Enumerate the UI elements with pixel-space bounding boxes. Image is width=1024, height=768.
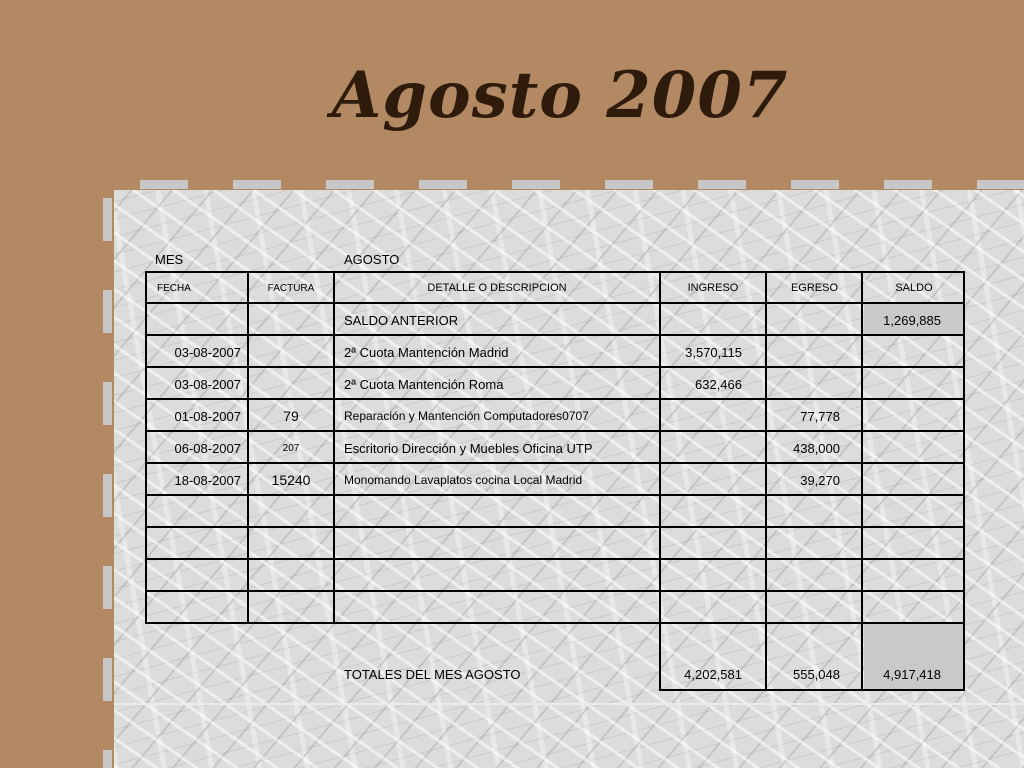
cell-fecha (147, 304, 241, 336)
totals-ingreso: 4,202,581 (684, 666, 742, 682)
cell-ingreso (660, 304, 742, 336)
totals-label: TOTALES DEL MES AGOSTO (344, 666, 521, 682)
totals-saldo: 4,917,418 (883, 666, 941, 682)
cell-detalle: Reparación y Mantención Computadores0707 (344, 409, 589, 423)
cell-egreso: 77,778 (800, 408, 840, 424)
grid-line (145, 398, 965, 400)
grid-line (861, 271, 863, 691)
cell-egreso (766, 368, 840, 400)
mes-value: AGOSTO (344, 251, 400, 267)
cell-factura (248, 304, 334, 336)
grid-line (145, 302, 965, 304)
cell-fecha: 01-08-2007 (174, 408, 241, 424)
grid-line (145, 462, 965, 464)
table-row (145, 496, 965, 528)
grid-line (145, 558, 965, 560)
cell-detalle: Escritorio Dirección y Muebles Oficina UTP (344, 440, 593, 456)
grid-line (145, 430, 965, 432)
grid-line (145, 271, 147, 624)
cell-saldo (863, 432, 941, 464)
cell-fecha (147, 560, 241, 592)
dashed-border-left (103, 198, 112, 768)
grid-line (659, 271, 661, 691)
cell-saldo: 1,269,885 (883, 312, 941, 328)
cell-fecha (147, 496, 241, 528)
column-header-factura: FACTURA (267, 282, 315, 294)
grid-line (765, 271, 767, 691)
grid-line (145, 366, 965, 368)
cell-fecha (147, 528, 241, 560)
grid-line (333, 271, 335, 624)
cell-detalle (344, 528, 660, 560)
cell-factura: 207 (282, 442, 300, 454)
grid-line (145, 590, 965, 592)
cell-saldo (863, 368, 941, 400)
table-row (145, 400, 965, 432)
grid-line (247, 271, 249, 624)
cell-detalle (344, 592, 660, 624)
mes-label: MES (155, 251, 184, 267)
cell-egreso: 438,000 (793, 440, 840, 456)
table-row (145, 592, 965, 624)
table-row (145, 336, 965, 368)
cell-factura: 15240 (271, 472, 311, 488)
cell-ingreso (660, 464, 742, 496)
cell-ingreso (660, 432, 742, 464)
grid-line (145, 334, 965, 336)
cell-detalle: 2ª Cuota Mantención Madrid (344, 344, 509, 360)
cell-ingreso (660, 400, 742, 432)
cell-fecha (147, 592, 241, 624)
table-row (145, 304, 965, 336)
totals-egreso: 555,048 (793, 666, 840, 682)
grid-line (145, 622, 965, 624)
cell-detalle: Monomando Lavaplatos cocina Local Madrid (344, 473, 583, 487)
cell-factura: 79 (283, 408, 299, 424)
cell-ingreso: 3,570,115 (685, 344, 742, 360)
cell-fecha: 03-08-2007 (174, 344, 241, 360)
column-header-egreso: EGRESO (790, 282, 839, 294)
grid-line (145, 526, 965, 528)
column-header-detalle: DETALLE O DESCRIPCION (427, 282, 567, 294)
cell-fecha: 03-08-2007 (174, 376, 241, 392)
cell-factura (248, 336, 334, 368)
table-row (145, 432, 965, 464)
cell-fecha: 18-08-2007 (174, 472, 241, 488)
cell-egreso (766, 336, 840, 368)
column-header-fecha: FECHA (157, 282, 191, 294)
cell-ingreso: 632,466 (695, 376, 742, 392)
totals-row (145, 624, 965, 690)
cell-detalle: 2ª Cuota Mantención Roma (344, 376, 504, 392)
page-title: Agosto 2007 (331, 58, 789, 133)
cell-egreso (766, 304, 840, 336)
grid-line (145, 494, 965, 496)
column-header-ingreso: INGRESO (687, 282, 739, 294)
table-row (145, 464, 965, 496)
cell-detalle (344, 496, 660, 528)
column-header-row (145, 272, 965, 304)
table-row (145, 528, 965, 560)
grid-line (963, 271, 965, 691)
cell-detalle (344, 560, 660, 592)
grid-line (145, 271, 965, 273)
table-row (145, 368, 965, 400)
cell-egreso: 39,270 (800, 472, 840, 488)
cell-saldo (863, 336, 941, 368)
dashed-border-top (140, 180, 1024, 189)
column-header-saldo: SALDO (895, 282, 933, 294)
cell-saldo (863, 400, 941, 432)
marble-seam (114, 703, 1024, 705)
cell-detalle: SALDO ANTERIOR (344, 312, 459, 328)
grid-line (659, 689, 965, 691)
cell-fecha: 06-08-2007 (174, 440, 241, 456)
table-row (145, 560, 965, 592)
cell-factura (248, 368, 334, 400)
cell-saldo (863, 464, 941, 496)
